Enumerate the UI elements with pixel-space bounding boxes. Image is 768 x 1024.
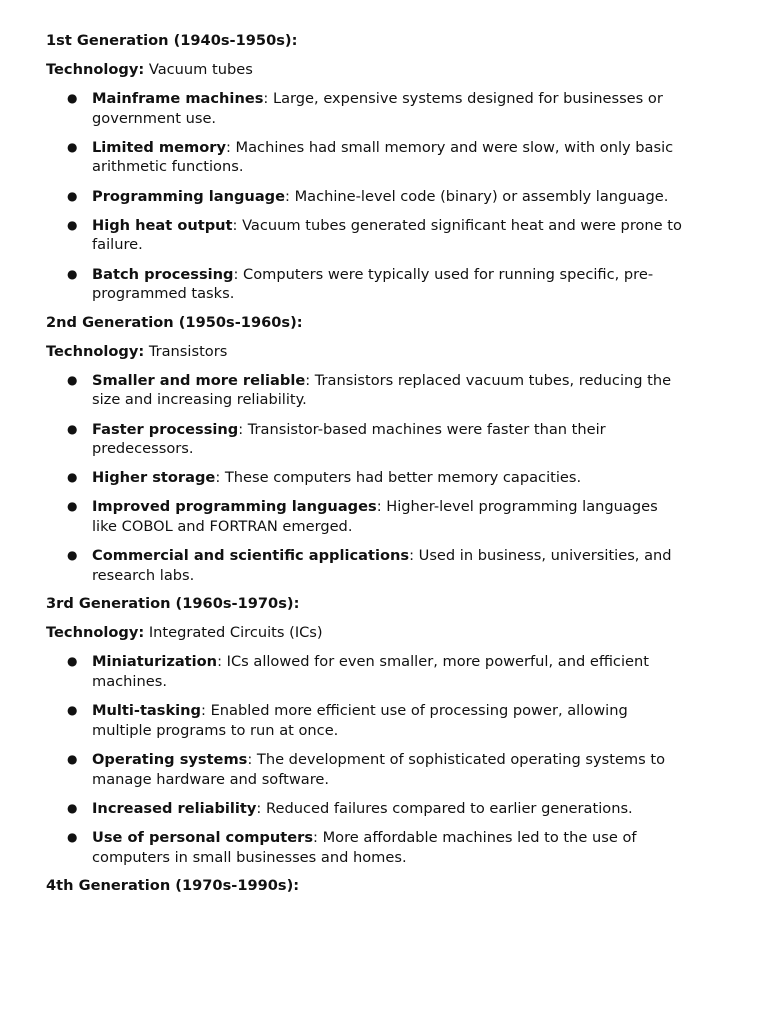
feature-description: : Machine-level code (binary) or assembly language.: [285, 187, 669, 205]
feature-description: : Transistor-based machines were faster than their predecessors.: [92, 420, 606, 458]
feature-description: : More affordable machines led to the use of computers in small businesses and homes.: [92, 828, 637, 866]
list-item: [46, 828, 686, 867]
feature-term: Improved programming languages: [92, 498, 377, 516]
list-item: [46, 701, 686, 740]
list-item: [46, 420, 686, 459]
generation-heading: 4th Generation (1970s-1990s):: [46, 877, 300, 895]
technology-label: Technology:: [46, 342, 145, 360]
feature-term: Commercial and scientific applications: [92, 547, 410, 565]
feature-description: : Large, expensive systems designed for businesses or government use.: [92, 90, 663, 127]
technology-value: Vacuum tubes: [144, 61, 253, 78]
feature-description: : The development of sophisticated operating systems to manage hardware and software.: [92, 751, 666, 788]
list-item: [46, 652, 686, 691]
bullet-icon: ●: [67, 91, 78, 105]
feature-term: Use of personal computers: [92, 828, 314, 846]
bullet-icon: ●: [67, 548, 78, 563]
feature-list: [46, 652, 686, 867]
bullet-icon: ●: [67, 829, 78, 844]
generation-section: [46, 313, 686, 586]
document-page: [46, 31, 686, 905]
generation-heading: 1st Generation (1940s-1950s):: [46, 32, 298, 49]
technology-line: [46, 623, 686, 643]
bullet-icon: ●: [67, 188, 78, 203]
feature-term: Programming language: [92, 187, 286, 205]
feature-term: Limited memory: [92, 138, 226, 156]
list-item: [46, 371, 686, 410]
feature-list: [46, 371, 686, 586]
bullet-icon: ●: [67, 703, 78, 718]
technology-value: Transistors: [144, 342, 228, 360]
generation-section: [46, 594, 686, 867]
technology-line: [46, 342, 686, 362]
feature-term: Operating systems: [92, 751, 248, 768]
feature-description: : Higher-level programming languages like COBOL and FORTRAN emerged.: [92, 498, 658, 536]
feature-term: Smaller and more reliable: [92, 371, 306, 389]
list-item: [46, 265, 686, 304]
feature-description: : Computers were typically used for running specific, pre-programmed tasks.: [92, 265, 654, 303]
feature-description: : Vacuum tubes generated significant heat and were prone to failure.: [92, 216, 682, 254]
technology-value: Integrated Circuits (ICs): [144, 624, 323, 642]
feature-description: : Reduced failures compared to earlier generations.: [256, 799, 633, 817]
feature-list: [46, 89, 686, 304]
list-item: [46, 138, 686, 177]
bullet-icon: ●: [67, 139, 78, 154]
list-item: [46, 187, 686, 207]
feature-term: High heat output: [92, 216, 233, 234]
bullet-icon: ●: [67, 421, 78, 436]
feature-description: : Machines had small memory and were slow, with only basic arithmetic functions.: [92, 138, 674, 176]
feature-description: : These computers had better memory capacities.: [215, 469, 582, 487]
feature-description: : Transistors replaced vacuum tubes, reducing the size and increasing reliability.: [92, 371, 672, 409]
generation-heading: 2nd Generation (1950s-1960s):: [46, 313, 303, 331]
list-item: [46, 799, 686, 819]
technology-label: Technology:: [46, 624, 145, 642]
list-item: [46, 497, 686, 536]
feature-term: Miniaturization: [92, 653, 218, 671]
list-item: [46, 468, 686, 488]
technology-line: [46, 60, 686, 80]
generation-heading: 3rd Generation (1960s-1970s):: [46, 595, 300, 613]
feature-term: Higher storage: [92, 469, 216, 487]
bullet-icon: ●: [67, 499, 78, 514]
feature-term: Batch processing: [92, 265, 234, 283]
list-item: [46, 89, 686, 128]
bullet-icon: ●: [67, 470, 78, 485]
bullet-icon: ●: [67, 372, 78, 387]
feature-description: : ICs allowed for even smaller, more powerful, and efficient machines.: [92, 653, 649, 691]
feature-term: Increased reliability: [92, 799, 257, 817]
feature-description: : Used in business, universities, and research labs.: [92, 547, 672, 584]
list-item: [46, 546, 686, 585]
bullet-icon: ●: [67, 654, 78, 669]
feature-term: Mainframe machines: [92, 90, 264, 107]
list-item: [46, 750, 686, 789]
generation-section: [46, 31, 686, 304]
bullet-icon: ●: [67, 800, 78, 815]
feature-term: Multi-tasking: [92, 702, 202, 720]
feature-term: Faster processing: [92, 420, 239, 438]
bullet-icon: ●: [67, 217, 78, 232]
feature-description: : Enabled more efficient use of processing power, allowing multiple programs to run at once.: [92, 702, 628, 739]
bullet-icon: ●: [67, 752, 78, 766]
technology-label: Technology:: [46, 61, 145, 78]
list-item: [46, 216, 686, 255]
bullet-icon: ●: [67, 266, 78, 281]
